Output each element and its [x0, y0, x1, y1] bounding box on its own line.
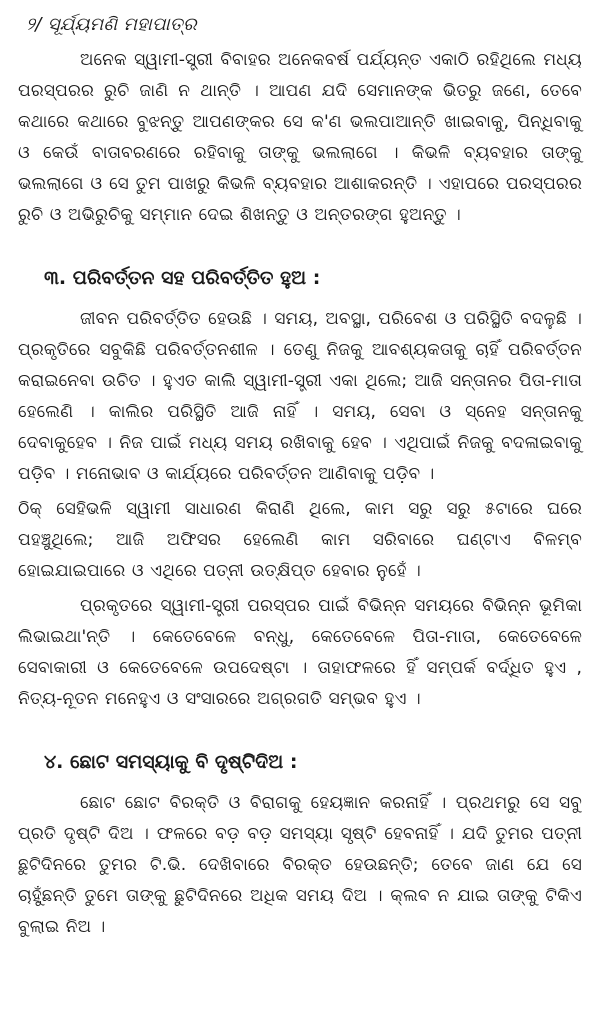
running-header: ୨/ ସୂର୍ଯ୍ୟମଣି ମହାପାତ୍ର	[26, 14, 197, 35]
section-4-heading: ୪. ଛୋଟ ସମସ୍ୟାକୁ ବି ଦୃଷ୍ଟିଦିଅ :	[44, 751, 298, 773]
intro-paragraph: ଅନେକ ସ୍ୱାମୀ-ସ୍ତ୍ରୀ ବିବାହର ଅନେକବର୍ଷ ପର୍ଯ୍ୟନ୍ତ ଏକାଠି ରହିଥିଲେ ମଧ୍ୟ ପରସ୍ପରର ରୁଚି ଜାଣି ନ ଥାନ୍ତି । ଆପଣ ଯଦି ସେମାନଙ୍କ ଭିତରୁ ଜଣେ, ତେବେ କଥାରେ କଥାରେ ବୁଝନ୍ତୁ ଆପଣଙ୍କର ସେ କ'ଣ ଭଲପାଆନ୍ତି ଖାଇବାକୁ, ପିନ୍ଧିବାକୁ ଓ କେଉଁ ବାତାବରଣରେ ରହିବାକୁ ତାଙ୍କୁ ଭଲଲାଗେ । କିଭଳି ବ୍ୟବହାର ତାଙ୍କୁ ଭଲଲାଗେ ଓ ସେ ତୁମ ପାଖରୁ କିଭଳି ବ୍ୟବହାର ଆଶାକରନ୍ତି । ଏହାପରେ ପରସ୍ପରର ରୁଚି ଓ ଅଭିରୁଚିକୁ ସମ୍ମାନ ଦେଇ ଶିଖନ୍ତୁ ଓ ଅନ୍ତରଙ୍ଗ ହୁଅନ୍ତୁ ।	[18, 50, 582, 225]
section-4-paragraph-1: ଛୋଟ ଛୋଟ ବିରକ୍ତି ଓ ବିରାଗକୁ ହେୟଜ୍ଞାନ କରନାହିଁ । ପ୍ରଥମରୁ ସେ ସବୁ ପ୍ରତି ଦୃଷ୍ଟି ଦିଅ । ଫଳରେ ବଡ଼ ବଡ଼ ସମସ୍ୟା ସୃଷ୍ଟି ହେବନାହିଁ । ଯଦି ତୁମର ପତ୍ନୀ ଛୁଟିଦିନରେ ତୁମର ଟି.ଭି. ଦେଖିବାରେ ବିରକ୍ତ ହେଉଛନ୍ତି; ତେବେ ଜାଣ ଯେ ସେ ଚାହୁଁଛନ୍ତି ତୁମେ ତାଙ୍କୁ ଛୁଟିଦିନରେ ଅଧିକ ସମୟ ଦିଅ । କ୍ଲବ ନ ଯାଇ ତାଙ୍କୁ ଟିକିଏ ବୁଲାଇ ନିଅ ।	[18, 793, 582, 937]
section-3-paragraph-2: ଠିକ୍ ସେହିଭଳି ସ୍ୱାମୀ ସାଧାରଣ କିରାଣି ଥିଲେ, କାମ ସରୁ ସରୁ ୫ଟାରେ ଘରେ ପହଞ୍ଚୁଥିଲେ; ଆଜି ଅଫିସର ହେଲେଣି କାମ ସରିବାରେ ଘଣ୍ଟାଏ ବିଳମ୍ବ ହୋଇଯାଇପାରେ ଓ ଏଥିରେ ପତ୍ନୀ ଉତ୍କ୍ଷିପ୍ତ ହେବାର ନୁହେଁ ।	[18, 499, 582, 581]
section-3-paragraph-3: ପ୍ରକୃତରେ ସ୍ୱାମୀ-ସ୍ତ୍ରୀ ପରସ୍ପର ପାଇଁ ବିଭିନ୍ନ ସମୟରେ ବିଭିନ୍ନ ଭୂମିକା ଲିଭାଇଥା'ନ୍ତି । କେତେବେଳେ ବନ୍ଧୁ, କେତେବେଳେ ପିତା-ମାତା, କେତେବେଳେ ସେବାକାରୀ ଓ କେତେବେଳେ ଉପଦେଷ୍ଟା । ତାହାଫଳରେ ହିଁ ସମ୍ପର୍କ ବର୍ଦ୍ଧିତ ହୁଏ , ନିତ୍ୟ-ନୂତନ ମନେହୁଏ ଓ ସଂସାରରେ ଅଗ୍ରଗତି ସମ୍ଭବ ହୁଏ ।	[18, 596, 582, 709]
section-3-heading: ୩. ପରିବର୍ତ୍ତନ ସହ ପରିବର୍ତ୍ତିତ ହୁଅ :	[44, 267, 321, 289]
section-3-paragraph-1: ଜୀବନ ପରିବର୍ତ୍ତିତ ହେଉଛି । ସମୟ, ଅବସ୍ଥା, ପରିବେଶ ଓ ପରିସ୍ଥିତି ବଦଳୁଛି । ପ୍ରକୃତିରେ ସବୁକିଛି ପରିବର୍ତ୍ତନଶୀଳ । ତେଣୁ ନିଜକୁ ଆବଶ୍ୟକତାକୁ ଚାହିଁ ପରିବର୍ତ୍ତନ କରାଇନେବା ଉଚିତ । ହୁଏତ କାଲି ସ୍ୱାମୀ-ସ୍ତ୍ରୀ ଏକା ଥିଲେ; ଆଜି ସନ୍ତାନର ପିତା-ମାତା ହେଲେଣି । କାଲିର ପରିସ୍ଥିତି ଆଜି ନାହିଁ । ସମୟ, ସେବା ଓ ସ୍ନେହ ସନ୍ତାନକୁ ଦେବାକୁହେବ । ନିଜ ପାଇଁ ମଧ୍ୟ ସମୟ ରଖିବାକୁ ହେବ । ଏଥିପାଇଁ ନିଜକୁ ବଦଳାଇବାକୁ ପଡ଼ିବ । ମନୋଭାବ ଓ କାର୍ଯ୍ୟରେ ପରିବର୍ତ୍ତନ ଆଣିବାକୁ ପଡ଼ିବ ।	[18, 309, 582, 484]
